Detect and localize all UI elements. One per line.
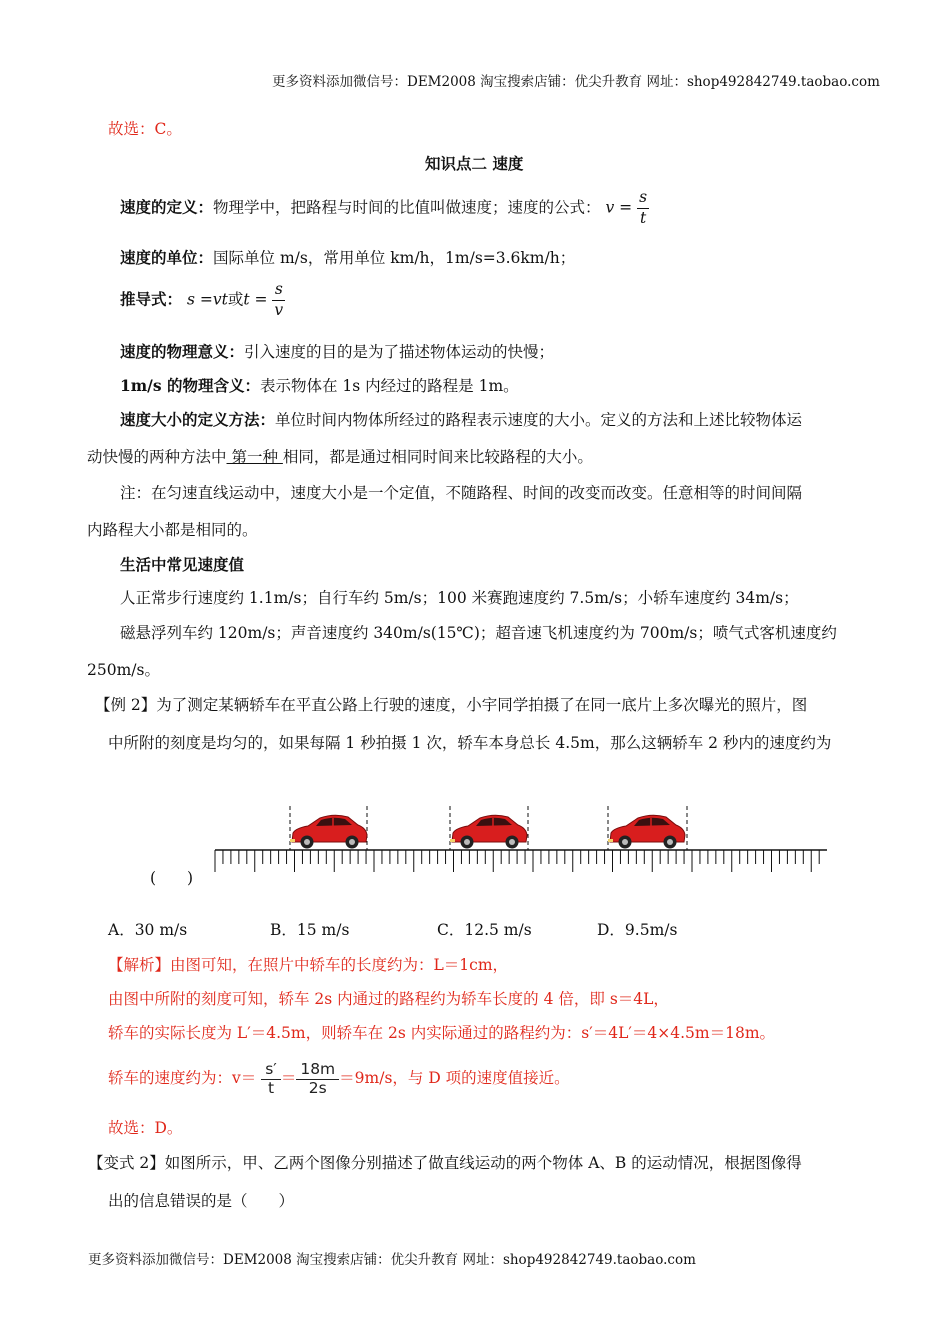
equals-sign: ＝ <box>280 1069 297 1087</box>
derived-formulas <box>120 280 285 321</box>
unit-text: 国际单位 m/s，常用单位 km/h，1m/s=3.6km/h； <box>213 249 576 267</box>
analysis-line-3: 轿车的实际长度为 L′＝4.5m，则轿车在 2s 内实际通过的路程约为：s′＝4L′＝4×4.5m＝18m。 <box>108 1024 776 1042</box>
method-label: 速度大小的定义方法： <box>120 410 276 429</box>
fill-in-blank: 第一种 <box>226 448 283 466</box>
one-ms-meaning <box>120 374 519 396</box>
fraction-1-numerator: s′ <box>261 1061 281 1080</box>
analysis-text-1: 由图可知，在照片中轿车的长度约为：L＝1cm， <box>170 956 509 974</box>
option-a: A．30 m/s <box>108 921 188 939</box>
option-c: C．12.5 m/s <box>437 921 532 939</box>
car-image-2 <box>450 806 528 850</box>
derived-label: 推导式： <box>120 289 183 309</box>
answer-paren: ( ) <box>150 869 194 887</box>
fraction-s-over-t <box>261 1061 281 1098</box>
derived-numerator: s <box>274 280 283 298</box>
derived-or: 或 <box>227 290 244 309</box>
derived-formula-2-lhs: t = <box>243 290 268 309</box>
fraction-2-numerator: 18m <box>296 1061 339 1080</box>
physical-meaning <box>120 340 554 362</box>
note-line-2: 内路程大小都是相同的。 <box>87 521 258 539</box>
option-b: B．15 m/s <box>270 921 350 939</box>
formula-denominator: t <box>637 208 649 228</box>
method-line2-start: 动快慢的两种方法中 <box>87 448 227 466</box>
speed-unit <box>120 246 575 268</box>
method-line-2 <box>87 445 593 467</box>
derived-denominator: v <box>274 301 284 320</box>
common-speeds-line-3: 250m/s。 <box>87 661 160 679</box>
analysis-line-1 <box>108 953 508 975</box>
ruler-car-figure <box>205 800 835 880</box>
analysis-answer: 故选：D。 <box>108 1119 183 1137</box>
note-line-1: 注：在匀速直线运动中，速度大小是一个定值，不随路程、时间的改变而改变。任意相等的时间间隔 <box>120 484 803 502</box>
section-title: 知识点二 速度 <box>425 154 524 173</box>
definition-label: 速度的定义： <box>120 197 214 217</box>
derived-formula-1: s =vt <box>186 290 228 309</box>
page-header: 更多资料添加微信号：DEM2008 淘宝搜索店铺：优尖升教育 网址：shop492842749.taobao.com <box>272 74 880 90</box>
derived-fraction <box>272 280 285 321</box>
meaning-label: 速度的物理意义： <box>120 342 245 361</box>
method-line2-end: 相同，都是通过相同时间来比较路程的大小。 <box>282 448 593 466</box>
speed-formula-fraction <box>637 188 649 229</box>
analysis-line-4 <box>108 1055 570 1101</box>
analysis-text-4a: 轿车的速度约为：v＝ <box>108 1069 257 1087</box>
page-footer: 更多资料添加微信号：DEM2008 淘宝搜索店铺：优尖升教育 网址：shop492842749.taobao.com <box>88 1252 696 1268</box>
method-text: 单位时间内物体所经过的路程表示速度的大小。定义的方法和上述比较物体运 <box>275 411 803 429</box>
option-d: D．9.5m/s <box>597 921 678 939</box>
speed-definition <box>120 188 649 229</box>
formula-numerator: s <box>639 188 648 206</box>
car-image-3 <box>608 806 687 850</box>
analysis-line-2: 由图中所附的刻度可知，轿车 2s 内通过的路程约为轿车长度的 4 倍，即 s＝4L， <box>108 990 669 1008</box>
one-ms-label: 1m/s 的物理含义： <box>120 376 260 395</box>
previous-answer: 故选：C。 <box>108 120 182 138</box>
analysis-tag: 【解析】 <box>108 956 171 974</box>
meaning-text: 引入速度的目的是为了描述物体运动的快慢； <box>244 343 555 361</box>
variant-2-line-1: 【变式 2】如图所示，甲、乙两个图像分别描述了做直线运动的两个物体 A、B 的运动情况，根据图像得 <box>88 1154 802 1172</box>
fraction-1-denominator: t <box>267 1078 275 1097</box>
example-2-line-2: 中所附的刻度是均匀的，如果每隔 1 秒拍摄 1 次，轿车本身总长 4.5m，那么这辆轿车 2 秒内的速度约为 <box>108 734 832 752</box>
car-image-1 <box>290 806 367 850</box>
variant-2-line-2: 出的信息错误的是（ ） <box>108 1192 295 1210</box>
common-speeds-title: 生活中常见速度值 <box>120 555 245 574</box>
common-speeds-line-1: 人正常步行速度约 1.1m/s；自行车约 5m/s；100 米赛跑速度约 7.5m/s；小轿车速度约 34m/s； <box>120 589 799 607</box>
formula-lhs: v = <box>605 198 633 217</box>
example-2-line-1: 【例 2】为了测定某辆轿车在平直公路上行驶的速度，小宇同学拍摄了在同一底片上多次曝光的照片，图 <box>95 696 808 714</box>
fraction-18m-over-2s <box>296 1061 339 1098</box>
definition-text: 物理学中，把路程与时间的比值叫做速度；速度的公式： <box>213 198 601 217</box>
fraction-2-denominator: 2s <box>308 1078 327 1097</box>
analysis-text-4b: ＝9m/s，与 D 项的速度值接近。 <box>339 1069 570 1087</box>
one-ms-text: 表示物体在 1s 内经过的路程是 1m。 <box>259 377 519 395</box>
unit-label: 速度的单位： <box>120 248 214 267</box>
common-speeds-line-2: 磁悬浮列车约 120m/s；声音速度约 340m/s(15℃)；超音速飞机速度约为 700m/s；喷气式客机速度约 <box>120 624 837 642</box>
ruler <box>215 850 827 872</box>
method-line-1 <box>120 408 802 430</box>
